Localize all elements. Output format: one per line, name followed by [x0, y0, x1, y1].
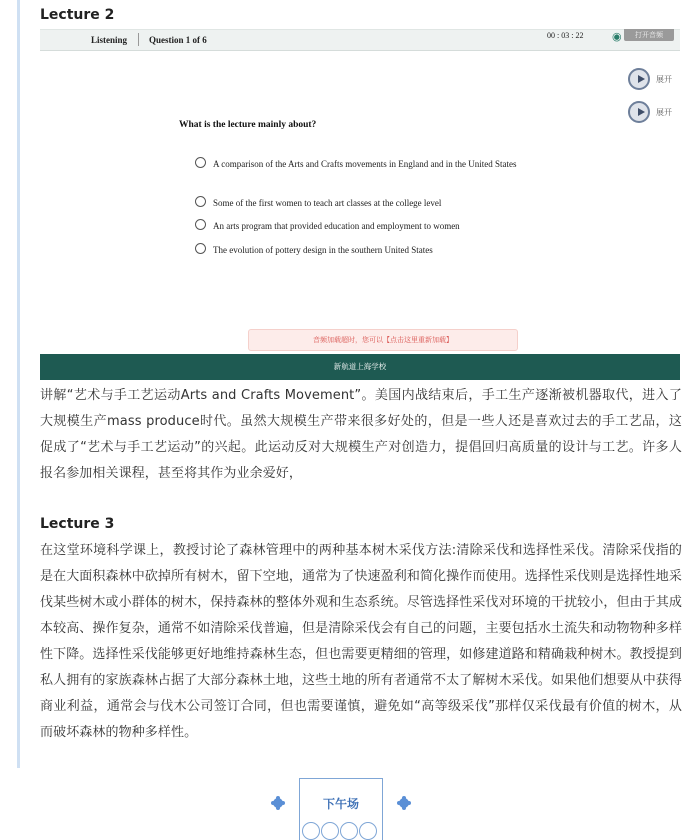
answer-option[interactable] [195, 195, 535, 211]
answer-option[interactable] [195, 242, 535, 258]
open-audio-button[interactable]: 打开音频 [624, 29, 674, 41]
audio-expand-label: 展开 [656, 107, 672, 117]
answer-option-text: The evolution of pottery design in the southern United States [213, 245, 433, 255]
test-screenshot [40, 29, 680, 380]
timer: 00 : 03 : 22 [547, 31, 584, 40]
answer-option-text: An arts program that provided education and employment to women [213, 221, 460, 231]
school-footer: 新航道上海学校 [40, 354, 680, 380]
scallop [302, 822, 320, 840]
radio-button[interactable] [195, 243, 206, 254]
lecture-2-heading: Lecture 2 [40, 7, 115, 23]
audio-expand-control[interactable] [628, 68, 676, 90]
lecture-3-summary: 在这堂环境科学课上，教授讨论了森林管理中的两种基本树木采伐方法:清除采伐和选择性采伐。清除采伐指的是在大面积森林中砍掉所有树木，留下空地，通常为了快速盈利和简化操作而使用。选择性采伐则是选择性地采伐某些树木或小群体的树木，保持森林的整体外观和生态系统。尽管选择性采伐对环境的干扰较小，但由于其成本较高、操作复杂，通常不如清除采伐普遍，但是清除采伐会有自己的问题，主要包括水土流失和动物物种多样性下降。选择性采伐能够更好地维持森林生态，但也需要更精细的管理，如修建道路和精确栽种树木。教授提到私人拥有的家族森林占据了大部分森林土地，这些土地的所有者通常不太了解树木采伐。如果他们想要从中获得商业利益，通常会与伐木公司签订合同，但也需要谨慎，避免如“高等级采伐”那样仅采伐最有价值的树木，从而破坏森林的物种多样性。 [40, 543, 682, 740]
afternoon-session-label: 下午场 [322, 797, 359, 811]
scallop [340, 822, 358, 840]
lecture-3-heading: Lecture 3 [40, 516, 115, 532]
play-icon[interactable] [628, 101, 650, 123]
left-accent-rule [17, 0, 20, 768]
play-icon[interactable] [628, 68, 650, 90]
audio-expand-control[interactable] [628, 101, 676, 123]
afternoon-session-tab[interactable] [299, 778, 383, 840]
radio-button[interactable] [195, 196, 206, 207]
eye-icon[interactable]: ◉ [612, 31, 622, 43]
audio-reload-notice[interactable]: 音频加载超时，您可以【点击这里重新加载】 [248, 329, 518, 351]
top-bar-divider [138, 33, 139, 46]
section-label: Listening [91, 35, 128, 45]
flower-diamond-icon [271, 796, 285, 810]
flower-diamond-icon [397, 796, 411, 810]
question-counter: Question 1 of 6 [149, 35, 207, 45]
lecture-2-summary: 讲解“艺术与手工艺运动Arts and Crafts Movement”。美国内战结束后，手工生产逐渐被机器取代，进入了大规模生产mass produce时代。虽然大规模生产带来很多好处的，但是一些人还是喜欢过去的手工艺品，这促成了“艺术与手工艺运动”的兴起。此运动反对大规模生产对创造力，提倡回归高质量的设计与工艺。许多人报名参加相关课程，甚至将其作为业余爱好， [40, 388, 682, 481]
scallop-decoration [302, 822, 378, 840]
test-top-bar [40, 29, 680, 51]
question-text: What is the lecture mainly about? [179, 120, 317, 130]
radio-button[interactable] [195, 157, 206, 168]
answer-option[interactable] [195, 156, 535, 172]
scallop [321, 822, 339, 840]
audio-expand-label: 展开 [656, 74, 672, 84]
answer-option-text: Some of the first women to teach art classes at the college level [213, 198, 442, 208]
answer-option-text: A comparison of the Arts and Crafts movements in England and in the United States [213, 159, 517, 169]
answer-option[interactable] [195, 218, 535, 234]
radio-button[interactable] [195, 219, 206, 230]
scallop [359, 822, 377, 840]
